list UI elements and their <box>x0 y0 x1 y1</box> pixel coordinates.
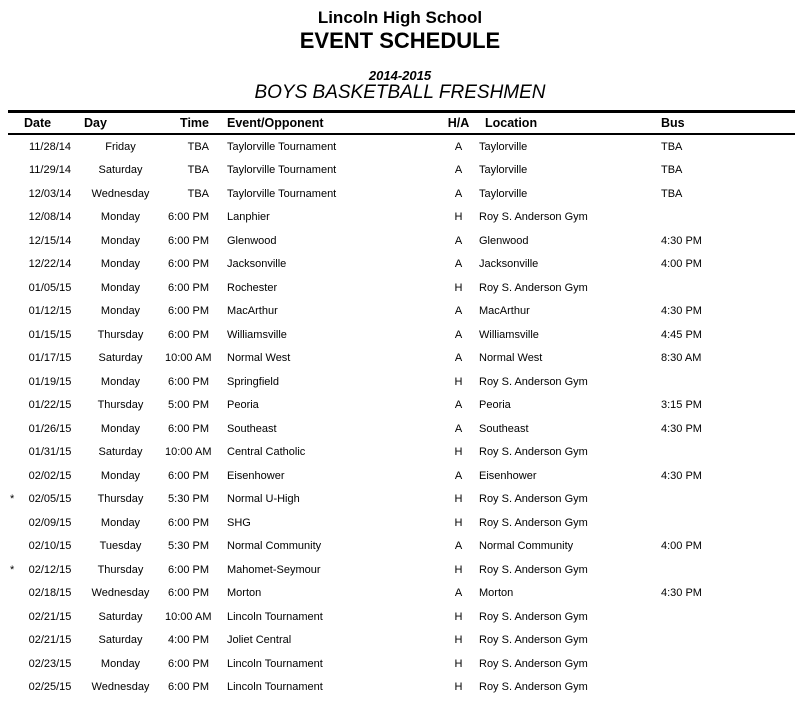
cell-location: Taylorville <box>479 164 528 177</box>
cell-event-opponent: Southeast <box>227 422 277 435</box>
cell-home-away: H <box>454 657 463 670</box>
cell-date: 02/18/15 <box>28 587 72 600</box>
cell-time: 4:00 PM <box>168 634 209 647</box>
cell-date: 02/21/15 <box>28 610 72 623</box>
cell-home-away: A <box>454 164 463 177</box>
cell-time: 6:00 PM <box>168 657 209 670</box>
table-body <box>8 135 795 699</box>
cell-day: Wednesday <box>91 187 150 200</box>
cell-location: Roy S. Anderson Gym <box>479 516 588 529</box>
cell-day: Monday <box>100 375 141 388</box>
cell-bus: 8:30 AM <box>661 352 702 365</box>
school-name: Lincoln High School <box>317 8 483 27</box>
cell-time: 6:00 PM <box>168 211 209 224</box>
cell-event-opponent: Eisenhower <box>227 469 285 482</box>
cell-time: 6:00 PM <box>168 587 209 600</box>
cell-date: 01/17/15 <box>28 352 72 365</box>
cell-day: Wednesday <box>91 681 150 694</box>
cell-location: MacArthur <box>479 305 530 318</box>
cell-time: 10:00 AM <box>165 352 212 365</box>
cell-date: 02/02/15 <box>28 469 72 482</box>
table-row <box>8 417 795 441</box>
cell-event-opponent: Taylorville Tournament <box>227 140 337 153</box>
cell-event-opponent: Lincoln Tournament <box>227 657 323 670</box>
cell-time: 5:30 PM <box>168 540 209 553</box>
cell-bus: 4:45 PM <box>661 328 702 341</box>
cell-location: Roy S. Anderson Gym <box>479 375 588 388</box>
table-row <box>8 323 795 347</box>
cell-date: 12/03/14 <box>28 187 72 200</box>
cell-home-away: H <box>454 610 463 623</box>
cell-event-opponent: Joliet Central <box>227 634 292 647</box>
cell-time: TBA <box>187 140 209 153</box>
cell-home-away: A <box>454 587 463 600</box>
cell-time: TBA <box>187 164 209 177</box>
asterisk-marker: * <box>10 493 15 506</box>
cell-location: Roy S. Anderson Gym <box>479 493 588 506</box>
cell-day: Monday <box>100 258 141 271</box>
column-header-event-opponent: Event/Opponent <box>227 116 324 130</box>
cell-event-opponent: Rochester <box>227 281 278 294</box>
cell-time: 10:00 AM <box>165 610 212 623</box>
cell-day: Thursday <box>97 399 144 412</box>
cell-day: Monday <box>100 211 141 224</box>
cell-date: 12/08/14 <box>28 211 72 224</box>
cell-day: Thursday <box>97 563 144 576</box>
cell-time: 5:30 PM <box>168 493 209 506</box>
cell-time: 6:00 PM <box>168 516 209 529</box>
cell-date: 12/22/14 <box>28 258 72 271</box>
cell-time: 6:00 PM <box>168 328 209 341</box>
cell-home-away: A <box>454 234 463 247</box>
cell-day: Monday <box>100 281 141 294</box>
cell-date: 01/31/15 <box>28 446 72 459</box>
cell-home-away: A <box>454 258 463 271</box>
cell-location: Glenwood <box>479 234 529 247</box>
cell-location: Eisenhower <box>479 469 537 482</box>
cell-location: Normal Community <box>479 540 574 553</box>
table-row <box>8 676 795 700</box>
cell-event-opponent: Normal Community <box>227 540 322 553</box>
cell-day: Monday <box>100 516 141 529</box>
cell-date: 01/26/15 <box>28 422 72 435</box>
cell-time: 6:00 PM <box>168 563 209 576</box>
cell-location: Southeast <box>479 422 529 435</box>
table-row <box>8 511 795 535</box>
table-row <box>8 652 795 676</box>
table-row <box>8 488 795 512</box>
cell-time: 6:00 PM <box>168 281 209 294</box>
cell-home-away: A <box>454 469 463 482</box>
cell-location: Jacksonville <box>479 258 539 271</box>
cell-bus: TBA <box>661 164 683 177</box>
cell-bus: 4:00 PM <box>661 258 702 271</box>
table-row <box>8 558 795 582</box>
table-row <box>8 253 795 277</box>
asterisk-marker: * <box>10 563 15 576</box>
cell-event-opponent: Taylorville Tournament <box>227 187 337 200</box>
cell-event-opponent: MacArthur <box>227 305 278 318</box>
cell-time: 6:00 PM <box>168 422 209 435</box>
cell-home-away: A <box>454 422 463 435</box>
cell-day: Saturday <box>98 164 143 177</box>
cell-day: Monday <box>100 657 141 670</box>
cell-home-away: H <box>454 446 463 459</box>
cell-location: Roy S. Anderson Gym <box>479 211 588 224</box>
cell-time: 6:00 PM <box>168 258 209 271</box>
cell-location: Normal West <box>479 352 543 365</box>
cell-location: Peoria <box>479 399 511 412</box>
cell-date: 02/23/15 <box>28 657 72 670</box>
cell-event-opponent: Morton <box>227 587 262 600</box>
cell-time: 10:00 AM <box>165 446 212 459</box>
table-row <box>8 229 795 253</box>
cell-home-away: H <box>454 563 463 576</box>
cell-bus: 4:30 PM <box>661 234 702 247</box>
cell-bus: TBA <box>661 187 683 200</box>
table-row <box>8 135 795 159</box>
cell-home-away: A <box>454 187 463 200</box>
table-row <box>8 206 795 230</box>
cell-location: Morton <box>479 587 514 600</box>
cell-event-opponent: Normal U-High <box>227 493 300 506</box>
cell-day: Monday <box>100 422 141 435</box>
cell-home-away: H <box>454 516 463 529</box>
table-row <box>8 370 795 394</box>
cell-day: Tuesday <box>99 540 142 553</box>
table-row <box>8 394 795 418</box>
cell-date: 12/15/14 <box>28 234 72 247</box>
cell-home-away: H <box>454 281 463 294</box>
table-row <box>8 441 795 465</box>
cell-location: Roy S. Anderson Gym <box>479 563 588 576</box>
cell-time: 6:00 PM <box>168 234 209 247</box>
document-title: EVENT SCHEDULE <box>299 28 501 53</box>
table-header-row <box>8 110 795 135</box>
column-header-home-away: H/A <box>447 116 470 130</box>
table-row <box>8 582 795 606</box>
cell-bus: 4:00 PM <box>661 540 702 553</box>
table-row <box>8 605 795 629</box>
column-header-bus: Bus <box>661 116 685 130</box>
cell-bus: 4:30 PM <box>661 469 702 482</box>
cell-day: Saturday <box>98 634 143 647</box>
cell-time: 6:00 PM <box>168 375 209 388</box>
cell-event-opponent: Glenwood <box>227 234 277 247</box>
cell-home-away: H <box>454 634 463 647</box>
cell-location: Taylorville <box>479 187 528 200</box>
cell-home-away: A <box>454 328 463 341</box>
cell-day: Wednesday <box>91 587 150 600</box>
schedule-table <box>8 110 795 699</box>
cell-day: Monday <box>100 469 141 482</box>
column-header-location: Location <box>485 116 538 130</box>
cell-day: Saturday <box>98 610 143 623</box>
cell-date: 02/21/15 <box>28 634 72 647</box>
cell-home-away: A <box>454 140 463 153</box>
cell-time: 6:00 PM <box>168 305 209 318</box>
cell-date: 02/05/15 <box>28 493 72 506</box>
cell-date: 01/12/15 <box>28 305 72 318</box>
cell-time: 5:00 PM <box>168 399 209 412</box>
cell-day: Saturday <box>98 352 143 365</box>
column-header-date: Date <box>24 116 52 130</box>
cell-date: 01/19/15 <box>28 375 72 388</box>
cell-day: Friday <box>105 140 136 153</box>
cell-event-opponent: Lincoln Tournament <box>227 681 323 694</box>
cell-day: Thursday <box>97 493 144 506</box>
cell-date: 02/10/15 <box>28 540 72 553</box>
cell-location: Williamsville <box>479 328 539 341</box>
cell-day: Thursday <box>97 328 144 341</box>
cell-date: 01/05/15 <box>28 281 72 294</box>
cell-date: 02/25/15 <box>28 681 72 694</box>
cell-date: 02/09/15 <box>28 516 72 529</box>
cell-event-opponent: Lincoln Tournament <box>227 610 323 623</box>
cell-event-opponent: Mahomet-Seymour <box>227 563 321 576</box>
cell-bus: 4:30 PM <box>661 422 702 435</box>
team-name: BOYS BASKETBALL FRESHMEN <box>254 82 546 103</box>
cell-bus: 4:30 PM <box>661 587 702 600</box>
cell-date: 02/12/15 <box>28 563 72 576</box>
cell-home-away: H <box>454 681 463 694</box>
cell-date: 11/29/14 <box>28 164 71 177</box>
cell-date: 11/28/14 <box>28 140 71 153</box>
cell-location: Roy S. Anderson Gym <box>479 681 588 694</box>
cell-event-opponent: Taylorville Tournament <box>227 164 337 177</box>
cell-home-away: H <box>454 211 463 224</box>
cell-time: TBA <box>187 187 209 200</box>
cell-location: Roy S. Anderson Gym <box>479 657 588 670</box>
table-row <box>8 629 795 653</box>
cell-home-away: A <box>454 352 463 365</box>
cell-event-opponent: Central Catholic <box>227 446 306 459</box>
table-row <box>8 347 795 371</box>
cell-event-opponent: Jacksonville <box>227 258 287 271</box>
cell-location: Roy S. Anderson Gym <box>479 446 588 459</box>
cell-home-away: A <box>454 540 463 553</box>
cell-event-opponent: Springfield <box>227 375 279 388</box>
cell-event-opponent: Peoria <box>227 399 259 412</box>
table-row <box>8 159 795 183</box>
cell-date: 01/15/15 <box>28 328 72 341</box>
cell-day: Monday <box>100 305 141 318</box>
cell-location: Roy S. Anderson Gym <box>479 610 588 623</box>
cell-event-opponent: SHG <box>227 516 251 529</box>
table-row <box>8 300 795 324</box>
cell-time: 6:00 PM <box>168 469 209 482</box>
document-header <box>0 0 800 103</box>
column-header-time: Time <box>180 116 209 130</box>
cell-location: Roy S. Anderson Gym <box>479 634 588 647</box>
cell-event-opponent: Normal West <box>227 352 291 365</box>
table-row <box>8 182 795 206</box>
cell-bus: 3:15 PM <box>661 399 702 412</box>
cell-home-away: A <box>454 399 463 412</box>
cell-date: 01/22/15 <box>28 399 72 412</box>
cell-time: 6:00 PM <box>168 681 209 694</box>
cell-home-away: H <box>454 493 463 506</box>
cell-bus: 4:30 PM <box>661 305 702 318</box>
cell-home-away: H <box>454 375 463 388</box>
table-row <box>8 464 795 488</box>
cell-day: Monday <box>100 234 141 247</box>
cell-event-opponent: Lanphier <box>227 211 270 224</box>
cell-event-opponent: Williamsville <box>227 328 287 341</box>
table-row <box>8 535 795 559</box>
cell-location: Roy S. Anderson Gym <box>479 281 588 294</box>
cell-day: Saturday <box>98 446 143 459</box>
cell-home-away: A <box>454 305 463 318</box>
cell-location: Taylorville <box>479 140 528 153</box>
column-header-day: Day <box>84 116 107 130</box>
table-row <box>8 276 795 300</box>
cell-bus: TBA <box>661 140 683 153</box>
season-label: 2014-2015 <box>368 68 432 83</box>
